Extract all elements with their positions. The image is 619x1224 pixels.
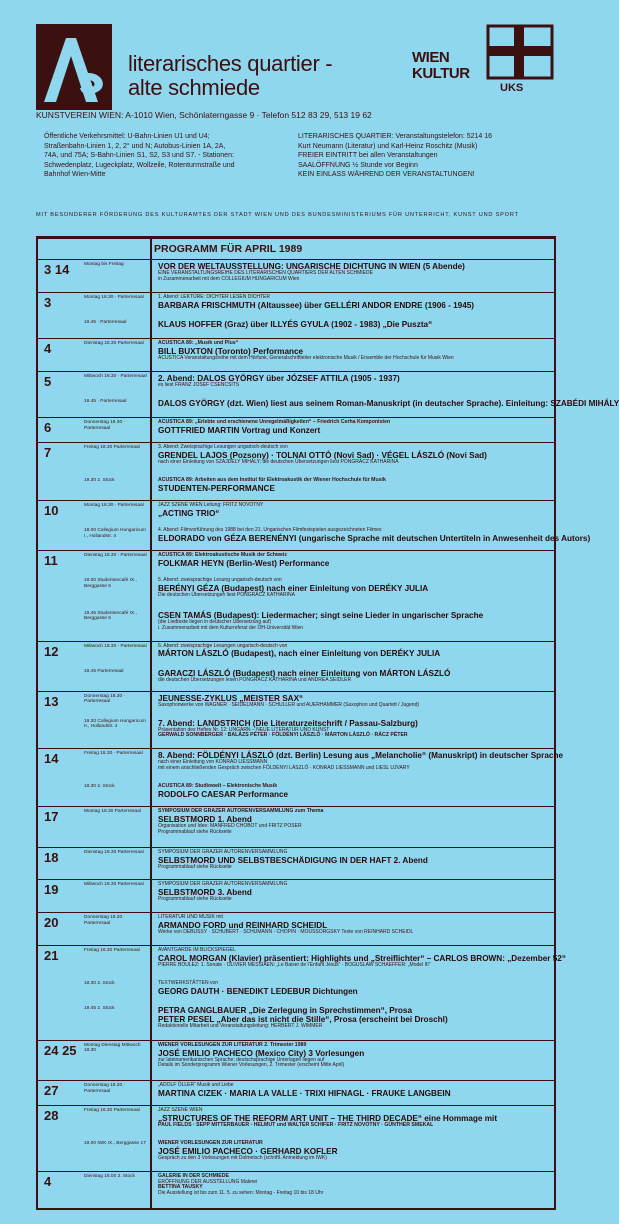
event-time-place: Dienstag 18.30 Parterresaal [84,849,144,855]
event-time-place: Donnerstag 18.30 Parterresaal [84,915,123,926]
event-content [158,420,550,435]
day-number: 28 [44,1108,59,1124]
event-content [158,341,550,362]
event-detail: 1. Abend: LEKTÜRE: DICHTER LESEN DICHTER [158,293,270,300]
event-time-place: Dienstag 18.30 Parterresaal [84,341,144,347]
wien-kultur-logo [408,24,558,104]
day-number: 24 25 [44,1042,77,1058]
event-time-place: 19.45 Parterresaal [84,668,124,674]
event-title: STUDENTEN-PERFORMANCE [158,483,275,493]
event-content [158,1006,550,1030]
event-content [158,398,619,408]
event-detail: PIERRE BOULEZ: 1. Sonate · OLIVIER MESSIAEN: „Le Baiser de l’Enfant Jésus“ · BOGUSLAW SCHAEFFER: „Model III“ [158,961,431,968]
event-time-place: 19.45 Studentencafé IX., Berggasse 5 [84,610,137,622]
event-title: 2. Abend: DALOS GYÖRGY über JÓZSEF ATTILA (1905 - 1937) [158,373,400,383]
event-title: KLAUS HOFFER (Graz) über ILLYÉS GYULA (1902 - 1983) „Die Puszta“ [158,319,433,329]
event-content [158,445,550,466]
event-content [158,527,591,543]
event-content [158,751,564,772]
event-detail: ERÖFFNUNG DER AUSSTELLUNG Malerei [158,1178,258,1185]
event-detail: 4. Abend: Filmvorführung des 1988 bei den 21. Ungarischen Filmfestspielen ausgezeichneten Filmes [158,527,382,534]
day-number: 20 [44,915,59,931]
event-content [158,946,566,969]
event-detail: mit einem anschließenden Gespräch zwischen FÖLDÉNYI LÁSZLÓ · KONRAD LIESSMANN und LIESL UJVARY [158,765,410,772]
event-time-place: 19.45 2. Stock [84,1005,115,1011]
title-block [128,52,332,100]
event-time-place: 19.00 Studentencafé IX., Berggasse 5 [84,578,137,589]
event-detail: Präsentation des Heftes Nr. 12: UNGARN – NEUE LITERATUR UND KUNST [158,726,330,733]
event-detail: es liest FRANZ JOSEF CSENCSITS [158,381,240,388]
event-title: PETRA GANGLBAUER „Die Zerlegung in Sprechstimmen“, Prosa [158,1005,413,1015]
day-number: 4 [44,341,52,357]
event-title: 8. Abend: FÖLDÉNYI LÁSZLÓ (dzt. Berlin) Lesung aus „Melancholie“ (Manuskript) in deutscher Sprache [158,751,564,761]
event-title: RODOLFO CAESAR Performance [158,789,289,799]
event-title: JOSÉ EMILIO PACHECO (Mexico City) 3 Vorlesungen [158,1048,365,1058]
title-line-1: literarisches quartier - [128,51,333,76]
event-content [158,578,550,599]
day-number: 17 [44,809,59,825]
event-content [158,669,550,684]
event-time-place: 19.30 2. Stock [84,477,115,483]
event-detail: die deutschen Übersetzungen lesen PONGRÁCZ KATHARINA und ANDREA SEIDLER [158,676,352,683]
event-detail: JAZZ SZENE WIEN [158,1107,203,1114]
event-time-place: 19.00 IWK IX., Berggasse 17 [84,1141,146,1147]
day-number: 5 [44,373,52,389]
program-day [38,500,591,550]
event-content [158,503,550,518]
event-title: CAROL MORGAN (Klavier) präsentiert: Highlights und „Streiflichter“ – CARLOS BROWN: „Dezember 52“ [158,953,566,963]
day-number: 12 [44,643,59,659]
event-time-place: Montag 18.30 · Parterresaal [84,294,144,300]
event-detail: JAZZ SZENE WIEN Leitung: FRITZ NOVOTNY [158,501,264,508]
event-content [158,850,550,871]
day-number: 6 [44,420,52,436]
program-heading: PROGRAMM FÜR APRIL 1989 [154,243,303,255]
alte-schmiede-logo [36,24,112,110]
event-title: BILL BUXTON (Toronto) Performance [158,346,304,356]
program-day [38,1105,554,1171]
wien-cross-icon [488,26,552,78]
event-content [158,553,550,568]
event-title: SELBSTMORD UND SELBSTBESCHÄDIGUNG IN DER HAFT 2. Abend [158,855,428,865]
event-time-place: Freitag 18.30 Parterresaal [84,445,140,451]
event-detail: ACUSTICA 89: Arbeiten aus dem Institut für Elektroakustik der Wiener Hochschule für Musik [158,476,386,483]
event-time-place: Montag Dienstag Mittwoch 18.30 [84,1042,141,1054]
event-content [158,320,550,329]
event-title: PETER PESEL „Aber das ist nicht die Stille“, Prosa (erscheint bei Droschl) [158,1014,448,1024]
event-detail: Programmablauf siehe Rückseite [158,863,232,870]
program-day [38,371,619,417]
event-detail: „ADOLF ÖLLER“ Musik und Liebe [158,1082,234,1089]
event-content [158,374,550,389]
event-detail: nach einer Einleitung von SZAJDELY MIHÁLY; die deutschen Übersetzungen liest PONGRÁCZ KATHARINA [158,459,399,465]
event-detail: i. Zusammenarbeit mit dem Kulturreferat der ÖH-Universität Wien [158,624,304,631]
day-number: 4 [44,1173,52,1189]
day-number: 19 [44,882,59,898]
event-time-place: Mittwoch 18.30 · Parterresaal [84,373,147,379]
event-detail: in Zusammenarbeit mit dem COLLEGIUM HUNGARICUM Wien [158,275,300,282]
uks-label: UKS [500,82,524,94]
event-title: BARBARA FRISCHMUTH (Altaussee) über GELLÉRI ANDOR ENDRE (1906 - 1945) [158,300,475,310]
info-line: LITERARISCHES QUARTIER: Veranstaltungstelefon: 5214 16 [298,133,493,140]
event-content [158,262,550,283]
event-content [158,694,550,709]
event-time-place: Freitag 18.30 · Parterresaal [84,751,143,757]
event-detail: SYMPOSIUM DER GRAZER AUTORENVERSAMMLUNG [158,848,288,855]
event-content [158,719,550,740]
event-content [158,1083,550,1098]
info-line: Öffentliche Verkehrsmittel: U-Bahn-Linien U1 und U4; [44,133,210,140]
event-content [158,1108,550,1129]
event-detail: 3. Abend: Zweisprachige Lesungen ungarisch-deutsch von [158,444,288,451]
event-content [158,1141,550,1162]
event-content [158,915,550,936]
event-time-place: Donnerstag 18.30 · Parterresaal [84,420,126,431]
event-title: GRENDEL LAJOS (Pozsony) · TOLNAI OTTÓ (Novi Sad) · VÉGEL LÁSZLÓ (Novi Sad) [158,451,487,460]
day-number: 13 [44,693,59,709]
event-time-place: 18.30 2. Stock [84,784,115,790]
program-day [38,550,554,641]
event-title: CSEN TAMÁS (Budapest): Liedermacher; singt seine Lieder in ungarischer Sprache [158,610,484,620]
event-title: VOR DER WELTAUSSTELLUNG: UNGARISCHE DICHTUNG IN WIEN (5 Abende) [158,262,465,271]
event-title: GEORG DAUTH · BENEDIKT LEDEBUR Dichtungen [158,986,358,996]
event-title: GARACZI LÁSZLÓ (Budapest) nach einer Einleitung von MÁRTON LÁSZLÓ [158,668,451,678]
event-detail: 5. Abend: zweisprachige Lesung ungarisch-deutsch von [158,577,282,584]
event-detail: ACUSTICA 89: „Musik und Plus“ [158,340,239,347]
event-title: „STRUCTURES OF THE REFORM ART UNIT – THE THIRD DECADE“ eine Hommage mit [158,1114,498,1124]
event-detail: WIENER VORLESUNGEN ZUR LITERATUR [158,1140,263,1147]
event-time-place: Montag 18.30 · Parterresaal [84,502,144,508]
event-detail: ACUSTICA Veranstaltungsreihe mit dem Hörfunk, Generalschriftleiter elektronische Musik / Ensemble der Hochschule für Musik Wien [158,354,454,361]
program-day [38,748,564,806]
event-time-place: Montag 18.30 Parterresaal [84,809,141,815]
event-detail: ACUSTICA 89: Elektroakustische Musik der Schweiz [158,552,287,559]
event-time-place: Donnerstag 18.30 · Parterresaal [84,1083,126,1094]
event-title: SELBSTMORD 3. Abend [158,888,252,898]
day-number: 7 [44,445,52,461]
info-line: Schwedenplatz, Lugeckplatz, Wollzeile, Rotenturmstraße und [44,161,235,169]
event-title: DALOS GYÖRGY (dzt. Wien) liest aus seinem Roman-Manuskript (in deutscher Sprache). Einleitung: SZABÉDI MIHÁLY [158,398,619,408]
event-content [158,1174,550,1197]
event-content [158,882,550,903]
event-detail: WIENER VORLESUNGEN ZUR LITERATUR 2. Trimester 1989 [158,1041,307,1048]
event-time-place: Donnerstag 18.30 · Parterresaal [84,693,126,705]
event-detail: EINE VERANSTALTUNGSREIHE DES LITERARISCHEN QUARTIERS DER ALTEN SCHMIEDE [158,270,373,276]
event-detail: (die Liedtexte liegen in deutscher Übersetzung auf) [158,618,272,625]
program-day [38,292,554,338]
event-time-place: Montag bis Freitag [84,262,124,267]
info-line: KEIN EINLASS WÄHREND DER VERANSTALTUNGEN! [298,171,475,179]
program-day [38,1171,554,1207]
program-day [38,417,554,442]
event-time-place: Freitag 18.30 Parterresaal [84,1108,140,1114]
info-line: Bahnhof Wien-Mitte [44,171,106,179]
info-line: Straßenbahn-Linien 1, 2, 2° und N; Autobus-Linien 1A, 2A, [44,142,226,150]
info-line: Kurt Neumann (Literatur) und Karl-Heinz Roschitz (Musik) [298,142,478,150]
event-title: MARTINA CIZEK · MARIA LA VALLE · TRIXI HIFNAGL · FRAUKE LANGBEIN [158,1089,451,1099]
kunstverein-address: KUNSTVEREIN WIEN: A-1010 Wien, Schönlaterngasse 9 · Telefon 512 83 29, 513 19 62 [36,110,372,120]
program-day [38,847,554,880]
event-title: „ACTING TRIO“ [158,508,220,518]
event-detail: SYMPOSIUM DER GRAZER AUTORENVERSAMMLUNG [158,881,288,888]
program-day [38,1080,554,1105]
transport-info [44,132,284,180]
day-number: 10 [44,502,59,518]
day-number: 14 [44,751,59,767]
program-day [38,1040,554,1080]
event-title: SELBSTMORD 1. Abend [158,815,252,825]
venue-info [298,132,558,180]
event-content [158,644,550,659]
event-detail: ACUSTICA 89: Studiowelt – Elektronische Musik [158,783,278,790]
event-detail: Saxophonwerke von WAGNER · SEIDELMANN · SCHULLER und AUERHAMMER (Saxophon und Quartett / Jugend) [158,701,420,708]
event-title: BERÉNYI GÉZA (Budapest) nach einer Einleitung von DERÉKY JULIA [158,583,429,593]
event-detail: zur lateinamerikanischen Sprache; deutschsprachige Unterlagen liegen auf [158,1056,325,1063]
event-content [158,784,550,799]
event-detail: Die deutschen Übersetzungen liest PONGRÁCZ KATHARINA [158,591,295,598]
event-content [158,611,550,632]
event-content [158,1043,550,1069]
event-content [158,295,550,310]
event-detail: BETTINA TAUSKY [158,1184,203,1191]
event-detail: 6. Abend: zweisprachige Lesungen ungarisch-deutsch von [158,642,288,649]
event-time-place: Freitag 18.30 Parterresaal [84,947,140,953]
title-line-2: alte schmiede [128,75,260,100]
event-detail: nach einer Einleitung von KONRAD LIESSMANN [158,759,268,766]
event-time-place: 18.00 Collegium Hungaricum I., Hollandstr. 4 [84,528,146,539]
event-detail: Programmablauf siehe Rückseite [158,896,232,903]
day-number: 3 [44,294,52,310]
event-detail: Organisation und Idee: MANFRED CHOBOT und FRITZ POSER [158,823,302,830]
event-content [158,478,550,493]
event-detail: GALERIE IN DER SCHMIEDE [158,1172,229,1179]
event-time-place: Dienstag 18.00 2. Stock [84,1173,135,1179]
event-detail: Werke von DEBUSSY · SCHUBERT · SCHUMANN · CHOPIN · MOUSSORGSKY Texte von REINHARD SCHEIDL [158,929,414,935]
program-box [36,236,619,1210]
program-day [38,442,554,500]
event-detail: Redaktionelle Mitarbeit und Veranstaltungsleitung: HERBERT J. WIMMER [158,1022,323,1029]
day-number: 3 14 [44,262,70,277]
event-title: 7. Abend: LANDSTRICH (Die Literaturzeitschrift / Passau-Salzburg) [158,718,418,728]
event-detail: Die Ausstellung ist bis zum 11. 5. zu sehen: Montag - Freitag 10 bis 18 Uhr [158,1190,324,1197]
info-line: 74A, und 75A; S-Bahn-Linien S1, S2, S3 und S7. - Stationen: [44,152,234,160]
event-detail: Programmablauf siehe Rückseite [158,828,232,835]
event-time-place: Mittwoch 18.30 Parterresaal [84,882,144,888]
program-day [38,879,554,912]
day-number: 11 [44,553,58,569]
event-detail: ACUSTICA 89: „Erlebte und erschienene Unregelmäßigkeiten“ – Friedrich Cerha Komponisten [158,419,391,426]
day-number: 27 [44,1083,59,1099]
day-number: 18 [44,849,59,865]
event-title: FOLKMAR HEYN (Berlin-West) Performance [158,558,330,568]
sponsor-line: MIT BESONDERER FÖRDERUNG DES KULTURAMTES DER STADT WIEN UND DES BUNDESMINISTERIUMS FÜR UNTERRICHT, KUNST UND SPORT [36,212,519,218]
event-title: JOSÉ EMILIO PACHECO · GERHARD KOFLER [158,1146,338,1156]
wien-word: WIEN [412,49,450,66]
event-detail: Gespräch zu den 3 Vorlesungen mit Dolmetsch (schriftl. Anmeldung im IWK) [158,1154,327,1161]
program-day [38,945,566,1040]
program-day [38,912,554,945]
event-detail: PAUL FIELDS · SEPP MITTERBAUER · HELMUT und WALTER SCHIFER · FRITZ NOVOTNY · GÜNTHER SMEKAL [158,1122,434,1129]
event-time-place: 18.30 2. Stock [84,980,115,986]
kultur-word: KULTUR [412,65,470,82]
program-day [38,259,554,292]
event-detail: SYMPOSIUM DER GRAZER AUTORENVERSAMMLUNG zum Thema [158,808,324,815]
event-title: JEUNESSE-ZYKLUS „MEISTER SAX“ [158,693,304,703]
event-time-place: Mittwoch 18.30 · Parterresaal [84,643,147,649]
event-time-place: 19.30 Collegium Hungaricum II., Hollandstr. 4 [84,718,146,730]
program-day [38,338,554,371]
program-day [38,691,554,749]
event-title: ARMANDO FORD und REINHARD SCHEIDL [158,921,328,930]
event-detail: LITERATUR UND MUSIK mit [158,914,223,921]
event-detail: Details im Sonderprogramm Wiener Vorlesungen, 2. Trimester (erscheint Mitte April) [158,1062,345,1069]
event-time-place: 19.45 · Parterresaal [84,319,127,325]
program-day [38,806,554,846]
info-line: SAALÖFFNUNG ½ Stunde vor Beginn [298,161,418,169]
info-line: FREIER EINTRITT bei allen Veranstaltungen [298,152,438,160]
program-day [38,641,554,691]
event-title: MÁRTON LÁSZLÓ (Budapest), nach einer Einleitung von DERÉKY JULIA [158,649,441,659]
event-title: GOTTFRIED MARTIN Vortrag und Konzert [158,425,321,435]
event-detail: AVANTGARDE IM BLICKSPIEGEL [158,946,236,953]
day-number: 21 [44,947,59,963]
event-detail: GERWALD SONNBERGER · BALÁZS PÉTER · FÖLDÉNYI LÁSZLÓ · MÁRTON LÁSZLÓ · RÁCZ PÉTER [158,732,408,739]
event-content [158,981,550,996]
event-time-place: Dienstag 18.30 · Parterresaal [84,553,147,559]
event-title: ELDORADO von GÉZA BERENÉNYI (ungarische Sprache mit deutschen Untertiteln in Anwesenheit des Autors) [158,533,591,543]
event-detail: TEXTWERKSTÄTTEN von [158,979,219,986]
event-content [158,809,550,835]
event-time-place: 19.45 · Parterresaal [84,398,127,404]
